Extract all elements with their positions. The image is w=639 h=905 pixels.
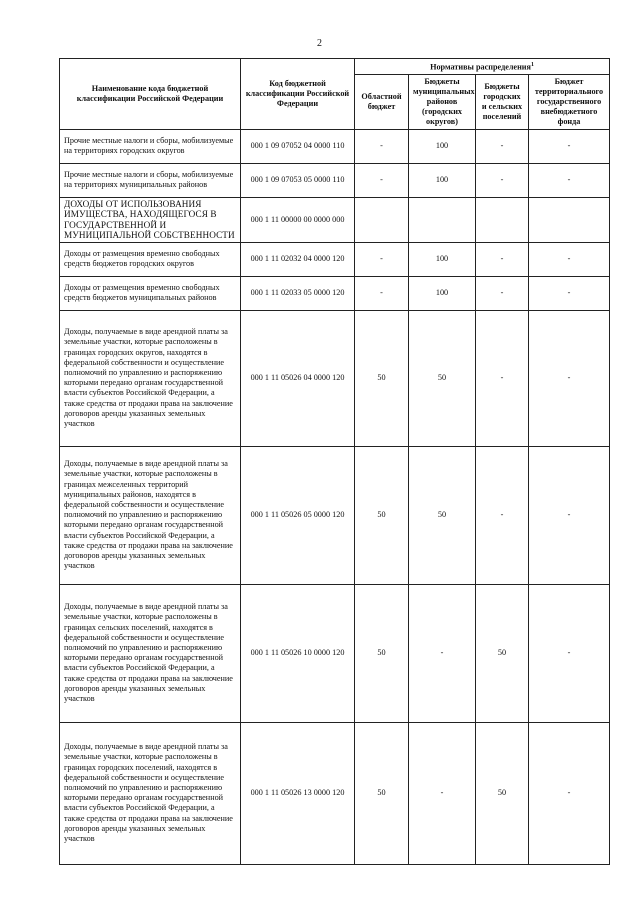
header-norms: [355, 59, 610, 75]
row-name: Доходы, получаемые в виде арендной платы за земельные участки, которые расположены в границах городских округов, находятся в федеральной собственности и осуществление полномочий по управлению и распоряжению которыми передано органам государственной власти субъектов Российской Федерации, а также средства от продажи права на заключение договоров аренды указанных земельных участков: [60, 310, 241, 446]
section-name: ДОХОДЫ ОТ ИСПОЛЬЗОВАНИЯ ИМУЩЕСТВА, НАХОДЯЩЕГОСЯ В ГОСУДАРСТВЕННОЙ И МУНИЦИПАЛЬНОЙ СОБСТВЕННОСТИ: [60, 197, 241, 242]
table-row: [60, 163, 610, 197]
row-code: 000 1 11 05026 13 0000 120: [241, 722, 355, 864]
row-settlements: -: [476, 129, 529, 163]
row-code: 000 1 11 02032 04 0000 120: [241, 242, 355, 276]
row-name: Прочие местные налоги и сборы, мобилизуемые на территориях городских округов: [60, 129, 241, 163]
row-settlements: [476, 197, 529, 242]
row-name: Доходы от размещения временно свободных средств бюджетов муниципальных районов: [60, 276, 241, 310]
row-municipal: -: [409, 722, 476, 864]
row-municipal: 100: [409, 276, 476, 310]
row-regional: 50: [355, 310, 409, 446]
row-settlements: 50: [476, 722, 529, 864]
row-fund: -: [529, 722, 610, 864]
row-code: 000 1 11 02033 05 0000 120: [241, 276, 355, 310]
row-name: Доходы от размещения временно свободных средств бюджетов городских округов: [60, 242, 241, 276]
row-municipal: 50: [409, 310, 476, 446]
row-regional: -: [355, 129, 409, 163]
row-code: 000 1 11 00000 00 0000 000: [241, 197, 355, 242]
row-municipal: -: [409, 584, 476, 722]
budget-classification-table: [59, 58, 610, 865]
header-settlements: Бюджеты городских и сельских поселений: [476, 74, 529, 129]
row-name: Доходы, получаемые в виде арендной платы за земельные участки, которые расположены в границах сельских поселений, находятся в федеральной собственности и осуществление полномочий по управлению и распоряжению которыми передано органам государственной власти субъектов Российской Федерации, а также средства от продажи права на заключение договоров аренды указанных земельных участков: [60, 584, 241, 722]
page-number: 2: [317, 38, 322, 49]
header-code: Код бюджетной классификации Российской Федерации: [241, 59, 355, 130]
row-settlements: -: [476, 163, 529, 197]
row-fund: [529, 197, 610, 242]
header-municipal: Бюджеты муниципальных районов (городских округов): [409, 74, 476, 129]
footnote-mark: 1: [530, 62, 534, 68]
table-row: [60, 584, 610, 722]
row-fund: -: [529, 584, 610, 722]
row-municipal: 100: [409, 242, 476, 276]
row-code: 000 1 11 05026 05 0000 120: [241, 446, 355, 584]
table-row: [60, 310, 610, 446]
row-code: 000 1 09 07053 05 0000 110: [241, 163, 355, 197]
row-municipal: [409, 197, 476, 242]
row-regional: -: [355, 276, 409, 310]
row-name: Доходы, получаемые в виде арендной платы за земельные участки, которые расположены в границах городских поселений, находятся в федеральной собственности и осуществление полномочий по управлению и распоряжению которыми передано органам государственной власти субъектов Российской Федерации, а также средства от продажи права на заключение договоров аренды указанных земельных участков: [60, 722, 241, 864]
row-fund: -: [529, 446, 610, 584]
row-regional: 50: [355, 446, 409, 584]
row-code: 000 1 11 05026 04 0000 120: [241, 310, 355, 446]
row-name: Доходы, получаемые в виде арендной платы за земельные участки, которые расположены в границах межселенных территорий муниципальных районов, находятся в федеральной собственности и осуществление полномочий по управлению и распоряжению которыми передано органам государственной власти субъектов Российской Федерации, а также средства от продажи права на заключение договоров аренды указанных земельных участков: [60, 446, 241, 584]
table-row-section: [60, 197, 610, 242]
row-fund: -: [529, 276, 610, 310]
header-fund: Бюджет территориального государственного внебюджетного фонда: [529, 74, 610, 129]
row-regional: -: [355, 242, 409, 276]
row-name: Прочие местные налоги и сборы, мобилизуемые на территориях муниципальных районов: [60, 163, 241, 197]
row-fund: -: [529, 163, 610, 197]
table-row: [60, 722, 610, 864]
row-settlements: -: [476, 446, 529, 584]
row-municipal: 100: [409, 163, 476, 197]
row-regional: 50: [355, 722, 409, 864]
row-fund: -: [529, 129, 610, 163]
row-code: 000 1 09 07052 04 0000 110: [241, 129, 355, 163]
header-norms-title: Нормативы распределения: [430, 62, 531, 72]
row-settlements: 50: [476, 584, 529, 722]
row-code: 000 1 11 05026 10 0000 120: [241, 584, 355, 722]
row-municipal: 100: [409, 129, 476, 163]
row-regional: 50: [355, 584, 409, 722]
header-name: Наименование кода бюджетной классификации Российской Федерации: [60, 59, 241, 130]
row-regional: [355, 197, 409, 242]
table-row: [60, 242, 610, 276]
row-fund: -: [529, 310, 610, 446]
row-municipal: 50: [409, 446, 476, 584]
table-row: [60, 446, 610, 584]
row-settlements: -: [476, 310, 529, 446]
row-regional: -: [355, 163, 409, 197]
table-row: [60, 276, 610, 310]
header-regional: Областной бюджет: [355, 74, 409, 129]
table-row: [60, 129, 610, 163]
row-fund: -: [529, 242, 610, 276]
row-settlements: -: [476, 242, 529, 276]
row-settlements: -: [476, 276, 529, 310]
